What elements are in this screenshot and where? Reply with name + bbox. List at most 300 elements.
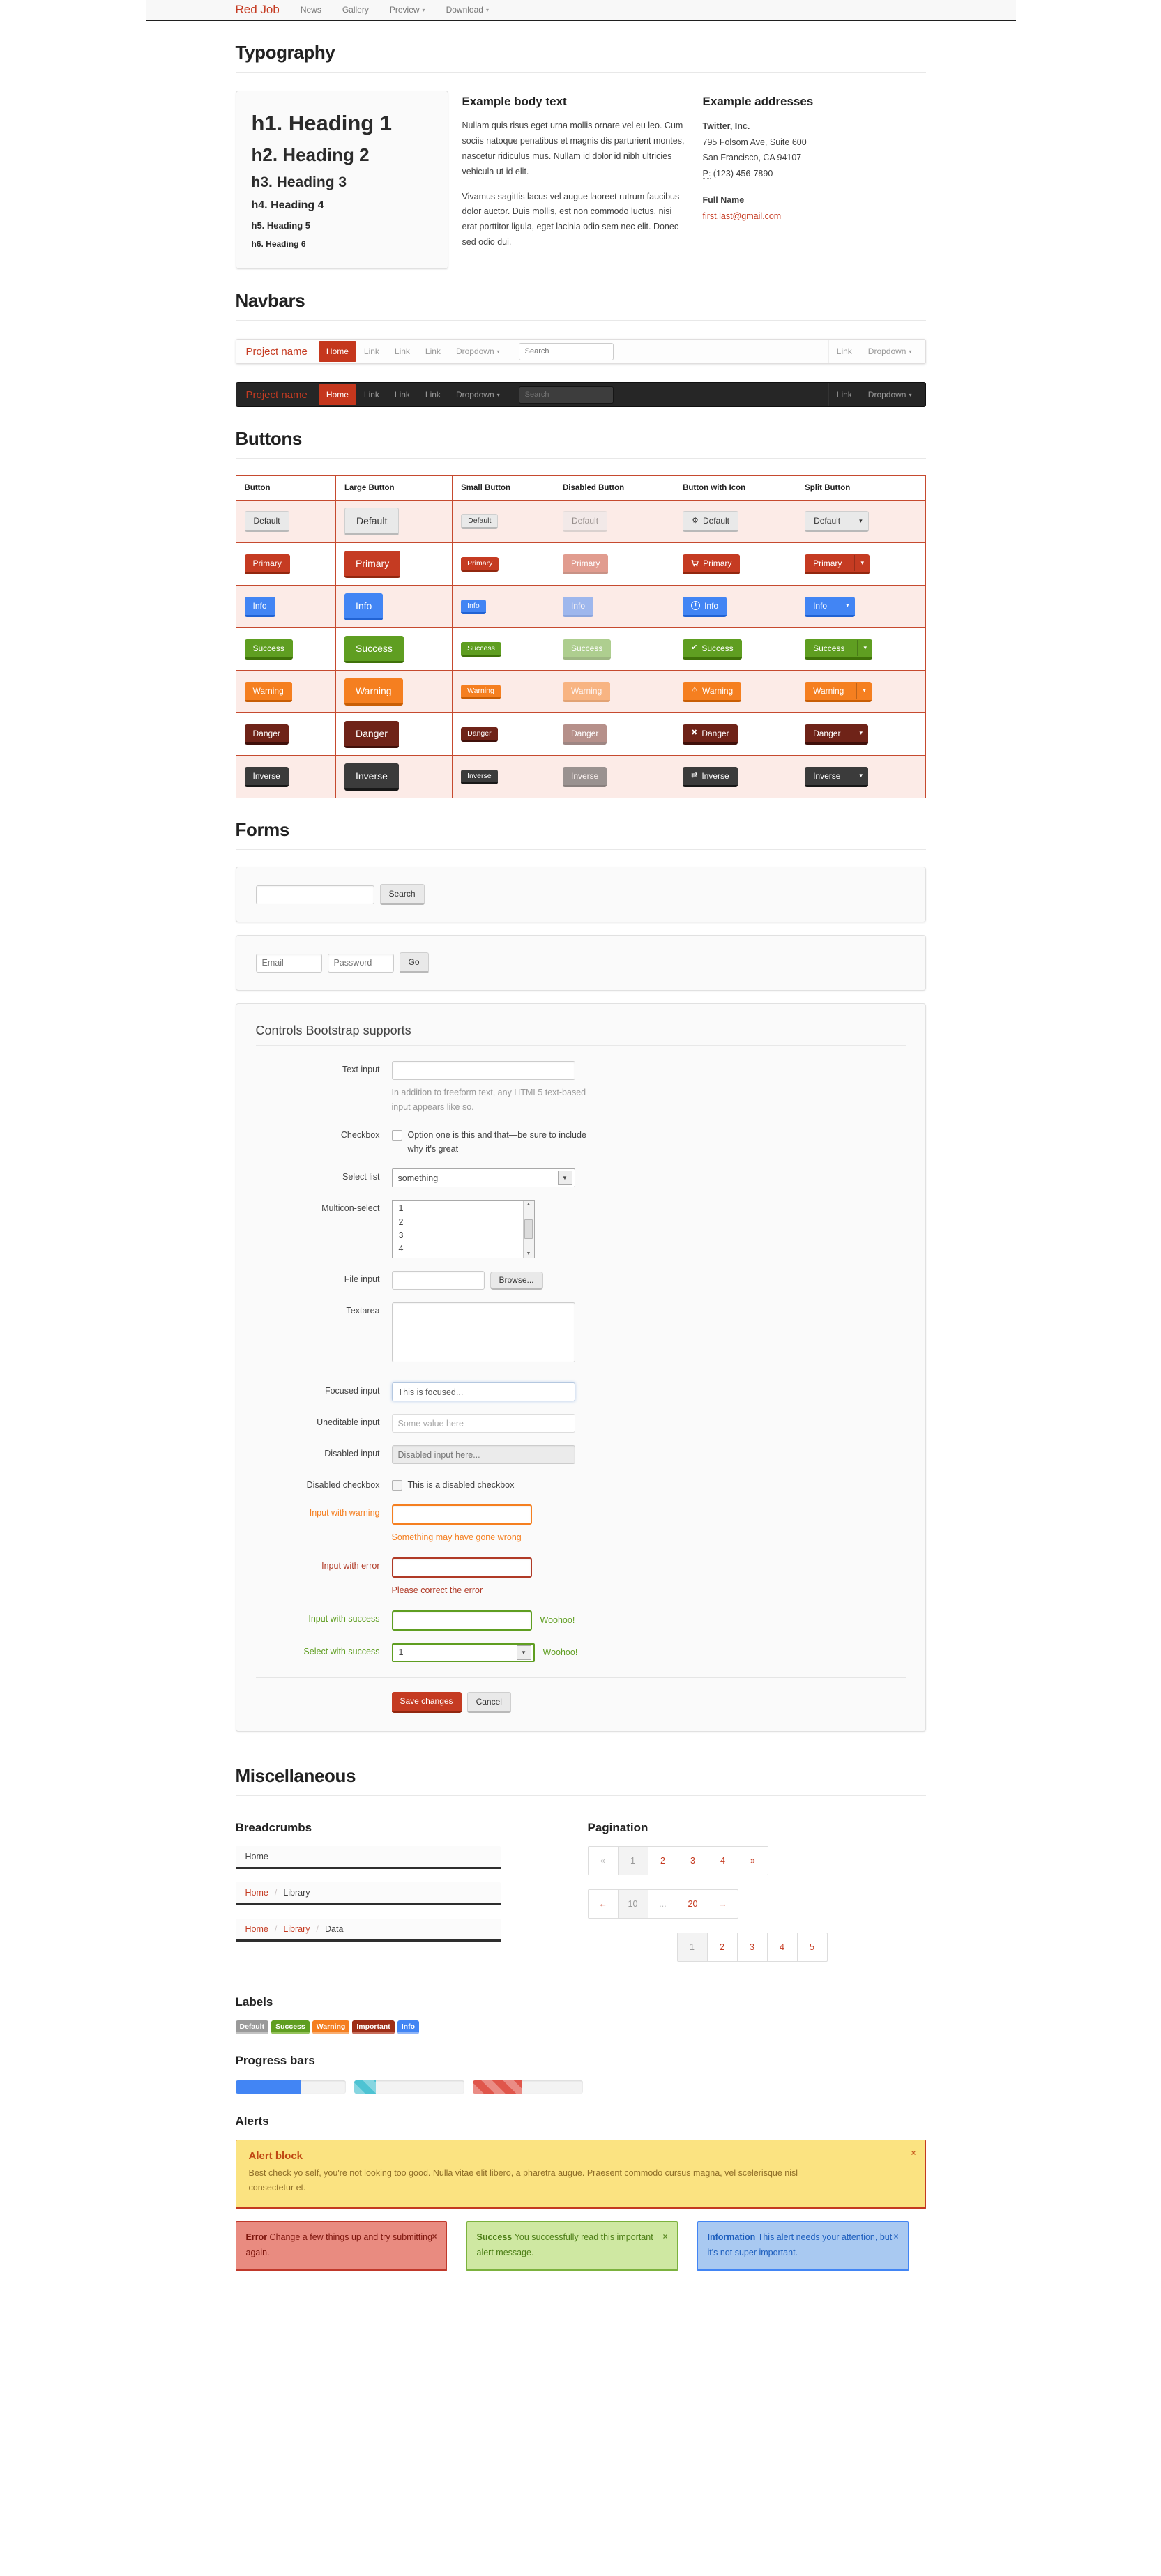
table-cell [236,543,335,586]
page-link[interactable]: 3 [678,1847,708,1875]
select-value: something [397,1173,439,1183]
check-icon: ✔ [691,643,698,652]
addresses-title: Example addresses [702,95,814,108]
split-button-main[interactable]: Default [814,516,841,526]
disabled-danger-button [563,724,607,745]
table-cell [236,713,335,756]
page-link[interactable]: 20 [678,1890,708,1918]
alert-success [466,2221,678,2271]
multiselect-label: Multicon-select [321,1203,380,1214]
primary-button[interactable] [245,554,290,574]
table-cell [236,628,335,671]
default-button[interactable] [245,511,289,532]
table-cell [236,671,335,713]
breadcrumb-link[interactable]: Library [283,1923,310,1934]
button-label: Default [356,515,388,526]
buttons-table-header [236,476,925,501]
success-button-sm[interactable] [461,642,501,657]
progress-track [473,2080,583,2094]
button-label: Inverse [701,770,729,781]
split-button-main[interactable]: Success [813,643,845,653]
button-label: Info [467,601,480,610]
disabled-success-button [563,639,611,660]
inverse-button-sm[interactable] [461,770,497,784]
alert-block-text: Best check yo self, you're not looking too good. Nulla vitae elit libero, a pharetra augue. Praesent commodo cursus magna, vel scelerisque nisl consectetur et. [248,2167,798,2193]
navbar-item-link[interactable]: Link [394,390,410,399]
form-legend: Controls Bootstrap supports [255,1023,411,1037]
navbar-item-dropdown[interactable]: Dropdown ▾ [455,390,500,399]
save-changes-button[interactable]: Save changes [392,1692,462,1713]
cancel-button[interactable]: Cancel [467,1692,511,1713]
headings-panel [236,91,448,269]
button-row-danger [236,713,925,756]
table-cell [796,628,925,671]
caret-down-icon[interactable]: ▾ [853,768,868,784]
success-select-help: Woohoo! [542,1647,578,1657]
textarea-label: Textarea [346,1306,380,1316]
success-select[interactable] [392,1643,535,1662]
table-cell [335,671,452,713]
table-cell [554,586,674,628]
inverse-split-button[interactable] [805,767,868,787]
warning-button[interactable] [683,682,741,702]
page-current: 1 [678,1933,708,1961]
navbar-item-link[interactable]: Link [425,390,441,399]
button-label: Primary [571,558,600,568]
password-field[interactable] [328,954,394,973]
table-cell [674,713,796,756]
page-link[interactable]: 4 [768,1933,798,1961]
heading-h3: h3. Heading 3 [251,174,347,190]
disabled-input-label: Disabled input [324,1449,380,1459]
warning-button-sm[interactable] [461,685,501,699]
search-button[interactable]: Search [380,884,425,905]
inverse-button-lg[interactable] [344,763,399,791]
breadcrumb-current: Library [283,1887,310,1898]
button-label: Success [571,643,603,653]
divider [236,849,926,850]
table-cell [453,543,554,586]
button-label: Info [704,600,719,611]
info-split-button[interactable] [805,597,855,617]
checkbox[interactable] [392,1130,402,1141]
table-cell [335,543,452,586]
navbar-item-link[interactable]: Link [363,346,379,356]
alert-block-title: Alert block [248,2149,303,2162]
checkbox-text: Option one is this and that—be sure to include why it's great [407,1130,586,1154]
address-city: San Francisco, CA 94107 [702,153,802,162]
section-title-buttons: Buttons [235,428,302,449]
danger-button-sm[interactable] [461,727,497,742]
table-cell [796,756,925,798]
dropdown-arrow-icon[interactable]: ▼ [558,1171,572,1185]
nav-item-label: News [300,5,321,15]
breadcrumb-link[interactable]: Home [245,1923,268,1934]
caret-down-icon: ▾ [909,348,912,355]
caret-down-icon[interactable]: ▾ [853,725,868,741]
table-cell [674,586,796,628]
disabled-input [392,1445,575,1464]
default-button-sm[interactable] [461,514,498,529]
progress-fill [354,2080,377,2094]
caret-down-icon[interactable]: ▾ [856,683,872,699]
error-help: Please correct the error [391,1585,483,1595]
form-actions [256,1677,906,1717]
navbar-item-home[interactable]: Home [319,341,356,362]
pagination [588,1846,768,1875]
page-link[interactable]: 5 [810,1942,814,1952]
caret-down-icon: ▾ [485,6,489,13]
email-field[interactable] [256,954,322,973]
table-cell [453,671,554,713]
table-cell [236,501,335,543]
navbar-search-input[interactable] [519,343,614,360]
button-label: Success [701,643,734,653]
dropdown-arrow-icon[interactable]: ▼ [517,1645,531,1660]
info-button[interactable] [245,597,275,617]
success-split-button[interactable] [805,639,872,660]
warning-help: Something may have gone wrong [391,1532,522,1543]
caret-down-icon[interactable]: ▾ [857,640,872,656]
file-input[interactable] [392,1271,485,1290]
progress-track [236,2080,346,2094]
button-label: Inverse [355,770,388,782]
inline-login-form [236,935,926,991]
column-header: Disabled Button [554,476,674,501]
pagination-title: Pagination [587,1820,648,1834]
heading-h6: h6. Heading 6 [251,239,306,249]
nav-item-label: Gallery [342,5,369,15]
navbar-example-dark [236,382,926,407]
button-label: Danger [467,729,492,738]
text-input-label: Text input [342,1065,380,1074]
nav-item-label: Preview [389,5,420,15]
primary-button-lg[interactable] [344,551,400,578]
typography-section [236,42,926,269]
button-label: Primary [703,558,732,568]
table-cell [236,586,335,628]
page-link[interactable]: 3 [738,1933,768,1961]
scroll-down-icon[interactable]: ▼ [526,1251,531,1257]
info-button[interactable] [683,597,727,617]
button-label: Primary [467,558,493,567]
button-row-warning [236,671,925,713]
breadcrumb-link[interactable]: Home [245,1887,268,1898]
section-title-navbars: Navbars [235,290,305,311]
pagination [677,1933,828,1962]
button-row-default [236,501,925,543]
uneditable-input-label: Uneditable input [317,1417,380,1428]
danger-split-button[interactable] [805,724,868,745]
textarea[interactable] [392,1302,575,1362]
section-title-typography: Typography [235,42,335,63]
navbar-item-dropdown-right[interactable]: Dropdown ▾ [860,383,920,406]
button-label: Primary [252,558,282,568]
breadcrumb [236,1846,501,1869]
remove-icon: ✖ [691,729,698,737]
split-button-main[interactable]: Primary [813,558,842,568]
multiselect-option[interactable]: 4 [398,1244,404,1254]
success-button-lg[interactable] [344,636,404,663]
search-input[interactable] [256,885,374,904]
alert-text: This alert needs your attention, but it's not super important. [707,2232,893,2258]
info-button-sm[interactable] [461,600,486,614]
progress-fill [473,2080,522,2094]
page-link[interactable]: 4 [708,1847,738,1875]
success-button[interactable] [245,639,293,660]
heading-h1: h1. Heading 1 [251,111,393,135]
page-link[interactable]: » [750,1855,755,1866]
column-header: Split Button [796,476,925,501]
table-cell [335,586,452,628]
warning-button-lg[interactable] [344,678,403,706]
navbar-item-dropdown-right[interactable]: Dropdown ▾ [860,340,920,363]
select-list[interactable] [392,1168,575,1187]
search-form [236,867,926,922]
table-cell [453,713,554,756]
breadcrumb-separator: / [274,1923,278,1934]
label-badge-important: Important [352,2020,394,2034]
close-icon[interactable]: × [911,2147,916,2158]
caret-down-icon: ▾ [422,6,425,13]
button-label: Success [467,643,495,653]
alert-block [236,2140,926,2210]
page-link[interactable]: 2 [708,1933,738,1961]
divider [236,458,926,459]
heading-h2: h2. Heading 2 [251,144,370,165]
navbar-item-link[interactable]: Link [425,346,441,356]
button-label: Warning [252,685,284,696]
uneditable-input [392,1414,575,1433]
nav-item-news[interactable] [301,5,321,15]
navbar-item-link-right[interactable]: Link [828,340,860,363]
file-input-label: File input [344,1274,380,1285]
buttons-section [236,428,926,798]
caret-down-icon[interactable]: ▾ [854,555,870,571]
full-name-label: Full Name [702,195,745,205]
buttons-table [236,475,926,798]
navbar-item-link-right[interactable]: Link [828,383,860,406]
focused-input-label: Focused input [324,1386,380,1396]
progress-track [354,2080,464,2094]
label-badge-warning: Warning [312,2020,350,2034]
divider [236,1795,926,1796]
bottom-spacer [236,2271,926,2428]
scrollbar[interactable] [523,1201,534,1258]
table-cell [554,756,674,798]
breadcrumb-current: Home [245,1851,268,1861]
button-label: Inverse [467,771,492,780]
button-label: Danger [252,728,280,738]
shuffle-icon: ⇄ [691,771,698,779]
primary-split-button[interactable] [805,554,870,574]
caret-down-icon[interactable]: ▾ [853,513,868,529]
multiselect[interactable] [392,1200,535,1258]
scroll-up-icon[interactable]: ▲ [526,1202,531,1207]
table-cell [554,671,674,713]
label-badge-default: Default [236,2020,269,2034]
nav-item-download[interactable] [446,5,489,15]
alerts-title: Alerts [235,2114,269,2128]
button-row-inverse [236,756,925,798]
alert-info [697,2221,909,2271]
pagination-line [588,1846,926,1875]
label-badge-info: Info [397,2020,419,2034]
info-button-lg[interactable] [344,593,383,620]
pagination-examples [588,1846,926,1962]
alert-strong: Information [707,2232,758,2243]
text-input[interactable] [392,1061,575,1080]
divider [236,72,926,73]
button-label: Warning [355,685,392,696]
split-button-main[interactable]: Warning [813,685,844,696]
close-icon[interactable]: × [432,2232,437,2242]
table-cell [335,628,452,671]
navbar-item-link[interactable]: Link [394,346,410,356]
navbar-item-link[interactable]: Link [363,390,379,399]
button-label: Default [468,517,492,525]
warning-input[interactable] [392,1504,532,1525]
disabled-checkbox-label: Disabled checkbox [306,1480,380,1491]
alert-text: You successfully read this important alert message. [476,2232,653,2258]
navbar-brand[interactable]: Project name [245,345,308,358]
navbar-search-input[interactable] [519,386,614,404]
table-cell [674,756,796,798]
text-input-help: In addition to freeform text, any HTML5 text-based input appears like so. [391,1088,586,1112]
column-header: Large Button [335,476,452,501]
success-button[interactable] [683,639,742,660]
table-cell [674,543,796,586]
table-cell [453,501,554,543]
default-split-button[interactable] [805,511,869,532]
warning-input-label: Input with warning [309,1508,380,1518]
split-button-main[interactable]: Danger [813,728,841,738]
table-cell [554,628,674,671]
nav-item-preview[interactable] [390,5,425,15]
pagination [588,1889,738,1919]
close-icon[interactable]: × [893,2232,899,2242]
primary-button-sm[interactable] [461,557,499,572]
multiselect-option[interactable]: 1 [398,1203,404,1214]
button-label: Warning [571,685,602,696]
column-header: Button [236,476,335,501]
default-button-lg[interactable] [344,508,399,535]
primary-button[interactable] [683,554,740,574]
button-label: Warning [467,686,494,695]
danger-button[interactable] [683,724,738,745]
page-link[interactable]: → [718,1898,727,1909]
split-button-main[interactable]: Inverse [813,770,841,781]
error-input[interactable] [392,1557,532,1578]
page-link[interactable]: ← [589,1890,619,1918]
site-nav-links [301,5,489,15]
default-button[interactable] [683,511,738,532]
inverse-button[interactable] [683,767,738,787]
address-phone: (123) 456-7890 [713,168,773,178]
inverse-button[interactable] [245,767,289,787]
progress-bars-row [236,2080,926,2094]
button-label: Danger [701,728,729,738]
table-cell [796,501,925,543]
warning-sign-icon: ⚠ [691,686,698,694]
warning-button[interactable] [245,682,292,702]
address-block [703,192,919,224]
body-text-title: Example body text [462,95,567,108]
main-content [236,42,926,2428]
progress-fill [236,2080,302,2094]
exclamation-sign-icon: ! [691,601,700,610]
button-row-primary [236,543,925,586]
go-button[interactable]: Go [400,952,429,973]
page-link[interactable]: 2 [648,1847,678,1875]
danger-button-lg[interactable] [344,721,399,748]
navbar-item-home[interactable]: Home [319,384,356,405]
address-block [703,119,919,181]
checkbox-label: Checkbox [340,1130,380,1141]
label-badge-success: Success [271,2020,310,2034]
email-link[interactable]: first.last@gmail.com [702,211,782,221]
alert-strong: Success [476,2232,515,2243]
shopping-cart-icon [691,559,699,567]
body-paragraph: Vivamus sagittis lacus vel augue laoreet rutrum faucibus dolor auctor. Duis mollis, est non commodo luctus, nisi erat porttitor ligula, eget lacinia odio sem nec elit. Donec sed odio dui. [462,191,680,247]
button-label: Info [355,600,372,611]
button-label: Default [572,516,599,526]
column-header: Small Button [453,476,554,501]
table-cell [796,543,925,586]
page-disabled: « [589,1847,619,1875]
navbar-item-dropdown[interactable]: Dropdown ▾ [455,346,500,356]
page-current: 1 [619,1847,648,1875]
button-label: Danger [355,727,388,739]
button-row-success [236,628,925,671]
site-navbar [146,0,1016,21]
table-cell [335,756,452,798]
gear-icon: ⚙ [692,516,699,525]
button-label: Warning [701,685,734,696]
success-input[interactable] [392,1610,532,1631]
warning-split-button[interactable] [805,682,872,702]
progress-bars-title: Progress bars [235,2053,315,2067]
disabled-primary-button [563,554,608,574]
select-list-label: Select list [342,1172,380,1182]
select-value: 1 [398,1647,404,1657]
table-cell [453,756,554,798]
multiselect-option[interactable]: 2 [398,1217,404,1227]
close-icon[interactable]: × [662,2232,668,2242]
caret-down-icon: ▾ [496,348,500,355]
scrollbar-thumb[interactable] [524,1219,533,1239]
multiselect-option[interactable]: 3 [398,1230,404,1240]
caret-down-icon[interactable]: ▾ [840,597,855,613]
success-select-label: Select with success [303,1646,380,1656]
danger-button[interactable] [245,724,289,745]
miscellaneous-section [236,1765,926,2272]
split-button-main[interactable]: Info [813,600,828,611]
success-help: Woohoo! [540,1615,575,1625]
site-brand[interactable]: Red Job [235,3,280,16]
button-label: Inverse [252,770,280,781]
controls-form [236,1003,926,1732]
forms-section [236,819,926,1732]
nav-item-gallery[interactable] [342,5,369,15]
table-cell [554,543,674,586]
page-current: 10 [619,1890,648,1918]
browse-button[interactable]: Browse... [490,1272,543,1290]
focused-input[interactable] [392,1382,575,1401]
navbar-brand[interactable]: Project name [245,388,308,401]
caret-down-icon: ▾ [496,391,500,398]
heading-h4: h4. Heading 4 [251,199,324,211]
